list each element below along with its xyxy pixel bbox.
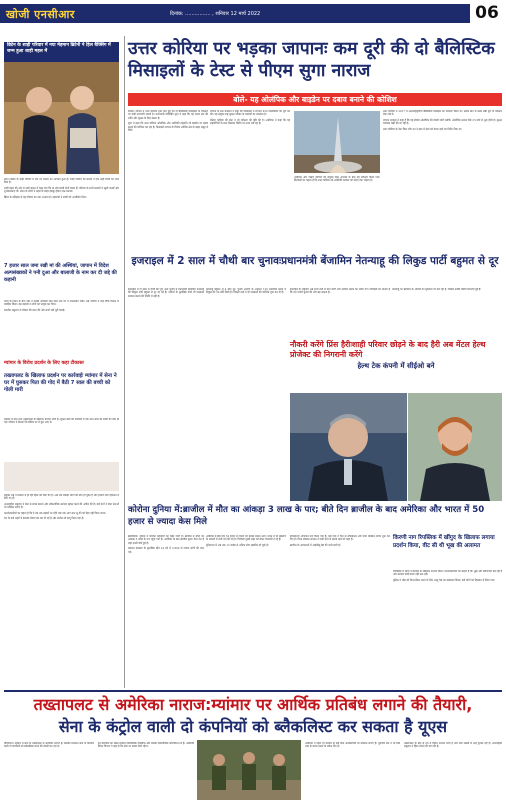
left-story-3-body: म्यांमार में सेना द्वारा तख्तापलट के खिलाफ प्रदर्शन जारी हैं। सुरक्षा बलों की कार्रवाई में एक सात साल की बच्ची की मौत हो गई। परिवार ने बताया कि सैनिक घर में घुस आए थे।	[4, 418, 119, 425]
main-story-col-3: अमेरिका और दक्षिण कोरिया की संयुक्त सैन्य अभ्यास के बाद यह परीक्षण किया गया। विशेषज्ञों का कहना है कि उत्तर कोरिया नई अमेरिकी सरकार को संदेश देना चाहता है।	[294, 176, 380, 183]
harry-subhead: हेल्थ टेक कंपनी में सीईओ बने	[357, 362, 435, 370]
bottom-headline-line-1: तख्तापलट से अमेरिका नाराज:म्यांमार पर आर्थिक प्रतिबंध लगाने की तैयारी,	[33, 695, 473, 714]
section-title: खोजी एनसीआर	[6, 8, 75, 21]
left-story-headline: 7 हजार साल जमा रखी मां की अस्थियां, जापान में विदेश अल्पसंख्यकों ने पनी दुआ और बालाजी के नाम कर दी जद्दे की कहानी	[4, 263, 117, 283]
bottom-body-col-3: अमेरिका ने पहले भी म्यांमार के कई सैन्य अधिकारियों पर प्रतिबंध लगाए हैं। यूरोपीय संघ ने भी इसी तरह के कदम उठाने के संकेत दिए हैं।	[305, 742, 400, 749]
page-number: 06	[472, 2, 502, 24]
prince-harry-photo	[408, 393, 502, 501]
lead-caption: ब्रिटेन के शाही परिवार में नया मेहमान ब्रिटेनी ने हिल बैक्सिंग में जन्म हुआ शाही महल में	[4, 42, 119, 62]
corona-body-col-3: टीकाकरण अभियान तेज किया गया है। कई देशों ने फिर से लॉकडाउन और यात्रा प्रतिबंध लगाने शुरू कर दिए हैं। विश्व स्वास्थ्य संगठन ने सभी देशों से सतर्क रहने को कहा है। ब्राजील के अस्पतालों में आईसीयू बेड की भारी कमी है।	[290, 535, 390, 547]
main-subhead: बोले- यह ओलंपिक और बाइडेन पर दबाव बनाने की कोशिश	[128, 93, 502, 106]
israel-body-col-3: इजराइल के राष्ट्रपति अब सभी दलों से बात करेंगे और सरकार बनाने का न्योता देंगे। विशेषज्ञों का मानना है कि देश पांचवें चुनाव की ओर बढ़ सकता है।	[290, 288, 390, 295]
israel-body-col-2: नेतन्याहू बहुमत से 4 सीट दूर। चुनाव आयोग के अनुसार 120 सदस्यीय संसद में लिकुड को 30 सीटें मिली हैं। विपक्षी दलों ने भी गठबंधन की कोशिशें शुरू कर दी हैं।	[206, 288, 286, 295]
netanyahu-photo	[290, 393, 407, 501]
bottom-headline-line-2: सेना के कंट्रोल वाली दो कंपनियों को ब्लैकलिस्ट कर सकता है यूएस	[58, 717, 448, 736]
dateline: दिनांक: ................ , शनिवार 12 मार्च 2022	[170, 11, 261, 17]
ad-box	[4, 462, 119, 491]
bottom-headline	[4, 694, 502, 738]
corona-body-col-2: अमेरिका में बीते दिन 50 हजार से ज्यादा नए मामले सामने आए। भारत में भी संक्रमण के मामलों में तेजी दर्ज की गई है। विशेषज्ञ दूसरी लहर को लेकर चेतावनी दे रहे हैं। दुनियाभर में अब तक 12 करोड़ से अधिक लोग संक्रमित हो चुके हैं।	[206, 535, 286, 547]
soldiers-illustration	[197, 740, 301, 800]
lead-body-text: लंदन। ब्रिटेन के शाही परिवार में एक नए सदस्य का आगमन हुआ है। शाही परिवार की सदस्य ने एक नन्ही बच्ची को जन्म दिया है।	[4, 178, 119, 185]
missile-photo	[294, 111, 380, 173]
main-headline: उत्तर कोरिया पर भड़का जापानः कम दूरी की दो बैलिस्टिक मिसाइलों के टेस्ट से पीएम सुगा नाराज	[128, 39, 495, 81]
prince-harry-illustration	[408, 393, 502, 501]
israel-body-col-4: नेतन्याहू पर भ्रष्टाचार के आरोपों का मुकदमा भी चल रहा है, जिससे उनकी स्थिति कमजोर हुई है।	[392, 288, 482, 291]
page-header	[0, 0, 506, 34]
photo-illustration	[4, 62, 119, 174]
israel-headline: इजराइल में 2 साल में चौथी बार चुनावःप्रधानमंत्री बेंजामिन नेतन्याहू की लिकुड पार्टी बहुमत से दूर	[131, 255, 499, 267]
bottom-rule	[4, 690, 502, 692]
bottom-body-col-1: वॉशिंगटन। म्यांमार में सेना के तख्तापलट से अमेरिका नाराज है। बाइडेन प्रशासन सेना के नियंत्रण वाली दो कंपनियों को ब्लैकलिस्ट करने की तैयारी कर रहा है।	[4, 742, 94, 749]
tamil-body: रिपब्लिक में लोगों ने सरकार के खिलाफ प्रदर्शन किया। प्रदर्शनकारियों का कहना है कि भूख और बेरोजगारी बढ़ रही है और सरकार कोई कदम नहीं उठा रही। पुलिस ने भीड़ को तितर-बितर करने के लिए आंसू गैस का इस्तेमाल किया। कई लोगों को हिरासत में लिया गया।	[393, 570, 502, 582]
royal-family-photo	[4, 62, 119, 174]
left-column-continued: संयुक्त राष्ट्र ने म्यांमार में हो रही हिंसा की निंदा की है। अब तक सैकड़ों लोगों की मौत हो चुकी है और हजारों लोग हिरासत में लिए गए हैं। अंतरराष्ट्रीय समुदाय ने सेना से संयम बरतने और लोकतांत्रिक सरकार बहाल करने की अपील की है। कई देशों ने सैन्य नेताओं पर प्रतिबंध लगाए हैं। प्रदर्शनकारियों का कहना है कि वे तब तक सड़कों पर रहेंगे जब तक आंग सान सू की को रिहा नहीं किया जाता। देश के कई शहरों में इंटरनेट सेवाएं बंद कर दी गई हैं और मार्शल लॉ लागू किया गया है।	[4, 494, 119, 521]
israel-body-col-1: इजराइल में दो साल में चौथी बार हुए आम चुनाव में प्रधानमंत्री बेंजामिन नेतन्याहू की लिकुड पार्टी बहुमत से दूर रह गई है। नतीजों के मुताबिक कोई भी गठबंधन सरकार बनाने की स्थिति में नहीं है।	[128, 288, 204, 298]
lead-body: लंदन। ब्रिटेन के शाही परिवार में एक नए सदस्य का आगमन हुआ है। शाही परिवार की सदस्य ने एक नन्ही बच्ची को जन्म दिया है। शाही महल की ओर से जारी बयान में कहा गया कि मां और बच्ची दोनों स्वस्थ हैं। परिवार के सभी सदस्यों ने खुशी जताई और शुभकामनाएं दीं। लंदन के लोगों ने महल के बाहर इकट्ठा होकर जश्न मनाया। ब्रिटेन के इतिहास में यह परिवार का नया अध्याय है। महारानी ने बच्ची को आशीर्वाद दिया।	[4, 178, 119, 199]
missile-launch-illustration	[294, 111, 380, 173]
left-story-headline-2: म्यांमार के विरोध प्रदर्शन के लिए कहा टीकास्त	[4, 361, 84, 366]
header-bar	[0, 4, 470, 23]
bottom-body-col-4: तख्तापलट के बाद से देश में विरोध प्रदर्शन जारी हैं और सेना सख्ती से उन्हें कुचल रही है। अंतरराष्ट्रीय समुदाय ने हिंसा रोकने की मांग की है।	[404, 742, 502, 749]
main-story-col-2: जापान के रक्षा मंत्रालय ने कहा कि मिसाइलों ने लगभग 450 किलोमीटर की दूरी तय की। यह संयुक्त राष्ट्र सुरक्षा परिषद के प्रस्तावों का उल्लंघन है। दक्षिण कोरिया की सेना ने भी परीक्षण की पुष्टि की है। अमेरिका ने कहा कि वह सहयोगियों के साथ मिलकर स्थिति पर नजर रख रहा है।	[210, 110, 290, 126]
main-story-col-1: टोक्यो। जापान ने उत्तर कोरिया द्वारा कम दूरी की दो बैलिस्टिक मिसाइलों के परीक्षण पर कड़ी नाराजगी जताई है। प्रधानमंत्री योशिहिदे सुगा ने कहा कि यह कदम क्षेत्र की शांति और सुरक्षा के लिए खतरा है। सुगा ने कहा कि उत्तर कोरिया ओलंपिक और अमेरिकी राष्ट्रपति जो बाइडेन पर दबाव बनाने की कोशिश कर रहा है। मिसाइलें जापान के विशेष आर्थिक क्षेत्र के बाहर समुद्र में गिरीं।	[128, 110, 208, 133]
corona-body-col-1: ब्रासीलिया। दुनिया में कोरोना महामारी का कहर जारी है। ब्राजील में मौतों का आंकड़ा 3 लाख के पार पहुंच गया है। अमेरिका के बाद ब्राजील दूसरा ऐसा देश है जहां इतनी मौतें हुई हैं। स्वास्थ्य मंत्रालय के मुताबिक बीते 24 घंटे में 2,800 से ज्यादा लोगों की जान गई।	[128, 535, 204, 554]
corona-headline: कोरोना दुनिया में:ब्राजील में मौत का आंकड़ा 3 लाख के पार; बीते दिन ब्राजील के बाद अमेरिका और भारत में 50 हजार से ज्यादा केस मिले	[128, 505, 485, 527]
tamil-headline: किरणी नाग रिपब्लिक में खींगुद के खिलाफ लगाया प्रदर्शन किया, वीट सी थी भूख की अलामत	[393, 535, 495, 549]
left-story-headline-3: तख्तापलट के खिलाफ प्रदर्शन पर कार्रवाईः म्यांमार में सेना ने घर में घुसकर पिता की गोद में बैठी 7 साल की बच्ची को गोली मारी	[4, 373, 117, 394]
harry-headline: नौकरी करेंगे प्रिंस हैरीःशाही परिवार छोड़ने के बाद हैरी अब मेंटल हेल्थ प्रोजेक्ट की निगरानी करेंगे	[290, 340, 486, 359]
myanmar-army-photo	[197, 740, 301, 800]
main-story-col-4: उत्तर कोरिया ने 2017 में अंतरमहाद्वीपीय बैलिस्टिक मिसाइल का परीक्षण किया था। उसके बाद से उसने लंबी दूरी के परीक्षण रोक रखे थे। जापान सरकार ने कहा है कि वह टोक्यो ओलंपिक की तैयारी जारी रखेगी। ओलंपिक मशाल रिले 25 मार्च से शुरू होनी है। सुरक्षा व्यवस्था कड़ी की जा रही है। उत्तर कोरिया के नेता किम जोंग उन ने हाल में सेना को तैयार रहने का निर्देश दिया था।	[383, 110, 502, 131]
left-story-body: पत्नी के निधन के बाद पति ने उनकी अस्थियां सात साल तक घर में संभालकर रखीं। अब परिवार ने उन्हें विधि विधान से प्रवाहित किया। इस कहानी ने लोगों को भावुक कर दिया। स्थानीय समुदाय ने परिवार की मदद की और सभी रस्में पूरी कराईं।	[4, 300, 119, 312]
column-rule	[124, 36, 125, 688]
bottom-body-col-2: इन कंपनियों का संबंध म्यांमार इकोनॉमिक होल्डिंग्स और म्यांमार इकोनॉमिक कॉरपोरेशन से है। अमेरिकी विदेश विभाग ने कहा है कि सेना पर दबाव जारी रहेगा।	[98, 742, 194, 749]
netanyahu-illustration	[290, 393, 407, 501]
